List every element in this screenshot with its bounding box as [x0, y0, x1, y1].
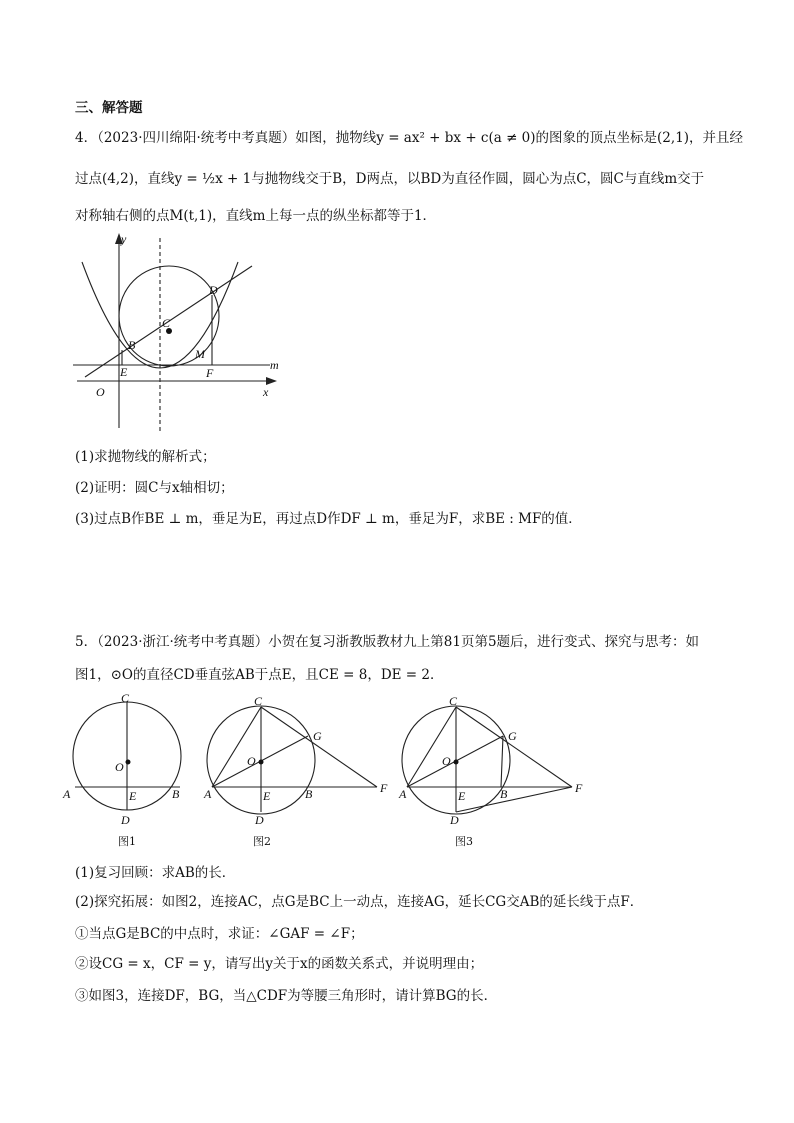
fig1-label-d: D — [121, 813, 130, 827]
q4-part-1: (1)求抛物线的解析式； — [75, 449, 216, 465]
label-o: O — [96, 385, 105, 399]
fig2-label-c: C — [254, 694, 263, 708]
label-m-point: M — [195, 347, 205, 361]
fig3-label-o: O — [442, 754, 451, 768]
q4-part-2: (2)证明：圆C与x轴相切； — [75, 480, 234, 496]
section-heading: 三、解答题 — [75, 100, 143, 116]
fig3-caption: 图3 — [455, 835, 473, 848]
q5-part-2-3: ③如图3，连接DF，BG，当△CDF为等腰三角形时，请计算BG的长． — [75, 988, 498, 1004]
label-y: y — [121, 232, 127, 246]
q5-part-2: (2)探究拓展：如图2，连接AC，点G是BC上一动点，连接AG，延长CG交AB的延长线于点F． — [75, 894, 644, 910]
fig1-label-c: C — [121, 691, 130, 705]
fig1-label-o: O — [115, 760, 124, 774]
fig2-label-o: O — [247, 754, 256, 768]
fig2-label-g: G — [313, 729, 322, 743]
fig1-label-b: B — [172, 787, 180, 801]
label-x: x — [263, 385, 269, 399]
q4-part-3: (3)过点B作BE ⊥ m，垂足为E，再过点D作DF ⊥ m，垂足为F，求BE : MF的值． — [75, 511, 582, 527]
fig1-label-a: A — [63, 787, 71, 801]
q5-part-2-2: ②设CG = x，CF = y，请写出y关于x的函数关系式，并说明理由； — [75, 956, 484, 972]
q5-figure-1 — [62, 691, 181, 848]
fig3-label-a: A — [399, 787, 407, 801]
fig2-label-a: A — [204, 787, 212, 801]
q4-text-line-2: 过点(4,2)，直线y = ½x + 1与抛物线交于B，D两点，以BD为直径作圆，圆心为点C，圆C与直线m交于 — [75, 171, 705, 187]
label-line-m: m — [270, 358, 279, 372]
fig1-label-e: E — [129, 789, 137, 803]
q5-figure-2 — [203, 694, 388, 848]
label-e: E — [120, 365, 128, 379]
fig2-label-d: D — [255, 813, 264, 827]
q5-figure-3 — [398, 694, 583, 848]
label-f: F — [206, 366, 214, 380]
fig2-label-b: B — [305, 787, 313, 801]
fig3-label-e: E — [458, 789, 466, 803]
fig3-label-d: D — [450, 813, 459, 827]
fig3-label-c: C — [449, 694, 458, 708]
fig3-label-f: F — [575, 781, 583, 795]
q5-text-line-2: 图1，⊙O的直径CD垂直弦AB于点E，且CE = 8，DE = 2． — [75, 667, 444, 683]
fig1-caption: 图1 — [118, 835, 136, 848]
fig3-label-g: G — [508, 729, 517, 743]
fig2-label-f: F — [380, 781, 388, 795]
q5-part-1: (1)复习回顾：求AB的长． — [75, 865, 236, 881]
label-d: D — [209, 283, 218, 297]
q4-text-line-3: 对称轴右侧的点M(t,1)，直线m上每一点的纵坐标都等于1． — [75, 208, 437, 224]
label-b: B — [128, 338, 136, 352]
fig2-label-e: E — [263, 789, 271, 803]
fig3-label-b: B — [500, 787, 508, 801]
q5-part-2-1: ①当点G是BC的中点时，求证：∠GAF = ∠F； — [75, 926, 364, 942]
fig2-caption: 图2 — [253, 835, 271, 848]
q4-text-line-1: 4．（2023·四川绵阳·统考中考真题）如图，抛物线y = ax² + bx + c(a ≠ 0)的图象的顶点坐标是(2,1)，并且经 — [75, 130, 744, 146]
q5-text-line-1: 5．（2023·浙江·统考中考真题）小贺在复习浙教版教材九上第81页第5题后，进行变式、探究与思考：如 — [75, 634, 700, 650]
label-c: C — [162, 316, 171, 330]
